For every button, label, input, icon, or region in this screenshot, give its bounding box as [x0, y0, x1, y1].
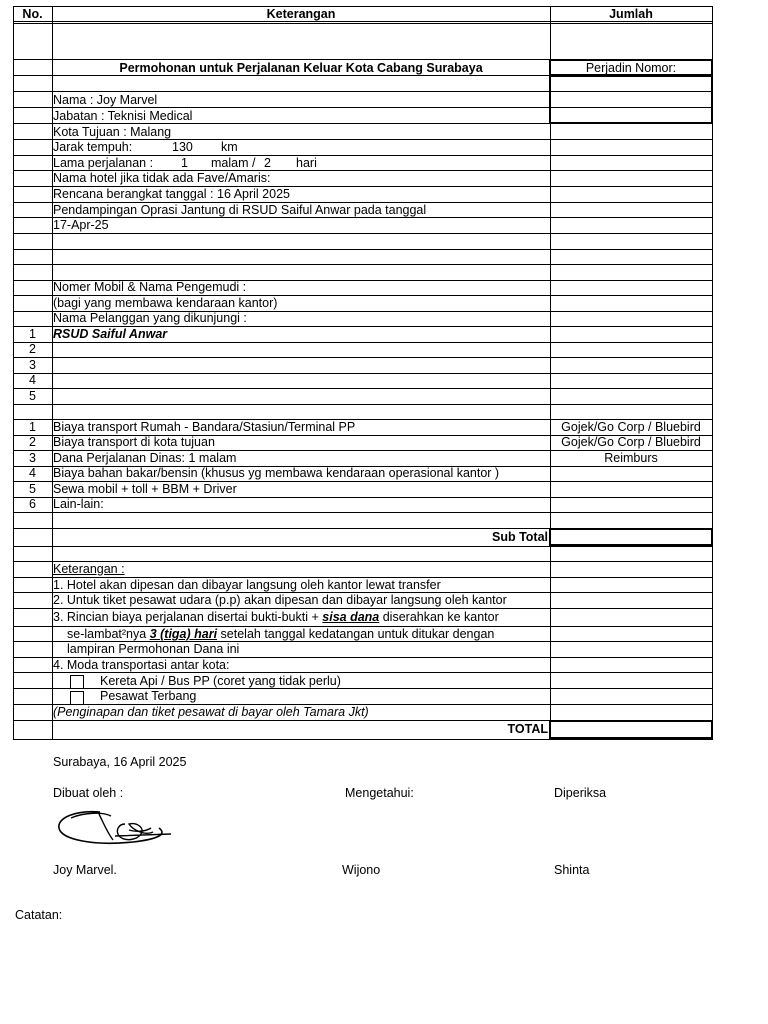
cost-no: 3	[29, 451, 36, 465]
row-divider	[13, 373, 713, 374]
cost-desc: Biaya transport Rumah - Bandara/Stasiun/Terminal PP	[53, 420, 356, 434]
field-lama-unit1: malam /	[211, 156, 256, 170]
dibuat-label: Dibuat oleh :	[53, 786, 124, 800]
field-jabatan: Jabatan : Teknisi Medical	[53, 109, 193, 123]
field-lama-unit2: hari	[296, 156, 317, 170]
cost-no: 6	[29, 497, 36, 511]
customer-no: 4	[29, 373, 36, 387]
note-2: 2. Untuk tiket pesawat udara (p.p) akan dipesan dan dibayar langsung oleh kantor	[53, 593, 507, 607]
field-pelanggan: Nama Pelanggan yang dikunjungi :	[53, 311, 247, 325]
customer-no: 2	[29, 342, 36, 356]
total-field[interactable]	[549, 720, 713, 739]
notes-heading: Keterangan :	[53, 562, 125, 576]
row-divider	[13, 217, 713, 218]
row-divider	[13, 404, 713, 405]
customer-no: 1	[29, 327, 36, 341]
customer-no: 5	[29, 389, 36, 403]
row-divider	[13, 512, 713, 513]
row-divider	[13, 739, 713, 740]
perjadin-label: Perjadin Nomor:	[585, 61, 677, 75]
cost-amount: Gojek/Go Corp / Bluebird	[561, 435, 701, 449]
diperiksa-label: Diperiksa	[554, 786, 607, 800]
field-tanggal: 17-Apr-25	[53, 218, 109, 232]
penginapan-note: (Penginapan dan tiket pesawat di bayar oleh Tamara Jkt)	[53, 705, 369, 719]
cost-desc: Lain-lain:	[53, 497, 104, 511]
field-kota: Kota Tujuan : Malang	[53, 125, 172, 139]
note-4: 4. Moda transportasi antar kota:	[53, 658, 230, 672]
field-pendampingan: Pendampingan Oprasi Jantung di RSUD Saiful Anwar pada tanggal	[53, 203, 427, 217]
cost-amount: Gojek/Go Corp / Bluebird	[561, 420, 701, 434]
kereta-bus-checkbox[interactable]	[70, 675, 84, 689]
subtotal-label: Sub Total	[491, 530, 548, 544]
field-jarak-label: Jarak tempuh:	[53, 140, 133, 154]
header-no: No.	[22, 7, 43, 21]
column-divider	[13, 6, 14, 740]
row-divider	[13, 342, 713, 343]
perjadin-number-field[interactable]	[549, 75, 713, 124]
cost-no: 2	[29, 435, 36, 449]
pesawat-checkbox[interactable]	[70, 691, 84, 705]
cost-desc: Biaya transport di kota tujuan	[53, 435, 215, 449]
signature-image	[55, 806, 175, 852]
cost-desc: Sewa mobil + toll + BBM + Driver	[53, 482, 237, 496]
row-divider	[13, 233, 713, 234]
field-bagi: (bagi yang membawa kendaraan kantor)	[53, 296, 278, 310]
mengetahui-label: Mengetahui:	[345, 786, 414, 800]
field-lama-value1: 1	[181, 156, 188, 170]
subtotal-field[interactable]	[549, 528, 713, 546]
cost-desc: Dana Perjalanan Dinas: 1 malam	[53, 451, 237, 465]
field-nama: Nama : Joy Marvel	[53, 93, 158, 107]
row-divider	[13, 497, 713, 498]
customer-name: RSUD Saiful Anwar	[53, 327, 168, 341]
option-pesawat: Pesawat Terbang	[100, 689, 197, 703]
note-3-line-3: lampiran Permohonan Dana ini	[67, 642, 240, 656]
cost-no: 1	[29, 420, 36, 434]
row-divider	[13, 608, 713, 609]
signer-mengetahui-name: Wijono	[342, 863, 381, 877]
signer-diperiksa-name: Shinta	[554, 863, 590, 877]
note-3-line-1: 3. Rincian biaya perjalanan disertai bukti-bukti + sisa dana diserahkan ke kantor	[53, 610, 499, 624]
place-date: Surabaya, 16 April 2025	[53, 755, 187, 769]
option-kereta-bus: Kereta Api / Bus PP (coret yang tidak perlu)	[100, 674, 341, 688]
row-divider	[13, 23, 713, 24]
field-rencana: Rencana berangkat tanggal : 16 April 2025	[53, 187, 290, 201]
row-divider	[13, 546, 713, 547]
cost-no: 5	[29, 482, 36, 496]
row-divider	[13, 672, 713, 673]
cost-no: 4	[29, 466, 36, 480]
header-jumlah: Jumlah	[609, 7, 653, 21]
note-3-line-2: se-lambat²nya 3 (tiga) hari setelah tanggal kedatangan untuk ditukar dengan	[67, 627, 495, 641]
row-divider	[13, 388, 713, 389]
row-divider	[13, 21, 713, 22]
cost-desc: Biaya bahan bakar/bensin (khusus yg membawa kendaraan operasional kantor )	[53, 466, 500, 480]
field-lama-label: Lama perjalanan :	[53, 156, 154, 170]
field-mobil: Nomer Mobil & Nama Pengemudi :	[53, 280, 247, 294]
row-divider	[13, 357, 713, 358]
field-hotel: Nama hotel jika tidak ada Fave/Amaris:	[53, 171, 271, 185]
field-jarak-unit: km	[221, 140, 238, 154]
row-divider	[13, 6, 713, 7]
cost-amount: Reimburs	[604, 451, 658, 465]
note-1: 1. Hotel akan dipesan dan dibayar langsung oleh kantor lewat transfer	[53, 578, 441, 592]
total-label: TOTAL	[507, 722, 548, 736]
header-keterangan: Keterangan	[266, 7, 336, 21]
form-title: Permohonan untuk Perjalanan Keluar Kota Cabang Surabaya	[119, 61, 483, 75]
field-jarak-value: 130	[172, 140, 193, 154]
row-divider	[13, 264, 713, 265]
customer-no: 3	[29, 358, 36, 372]
signer-dibuat-name: Joy Marvel.	[53, 863, 117, 877]
catatan-label: Catatan:	[15, 908, 63, 922]
row-divider	[13, 249, 713, 250]
field-lama-value2: 2	[264, 156, 271, 170]
